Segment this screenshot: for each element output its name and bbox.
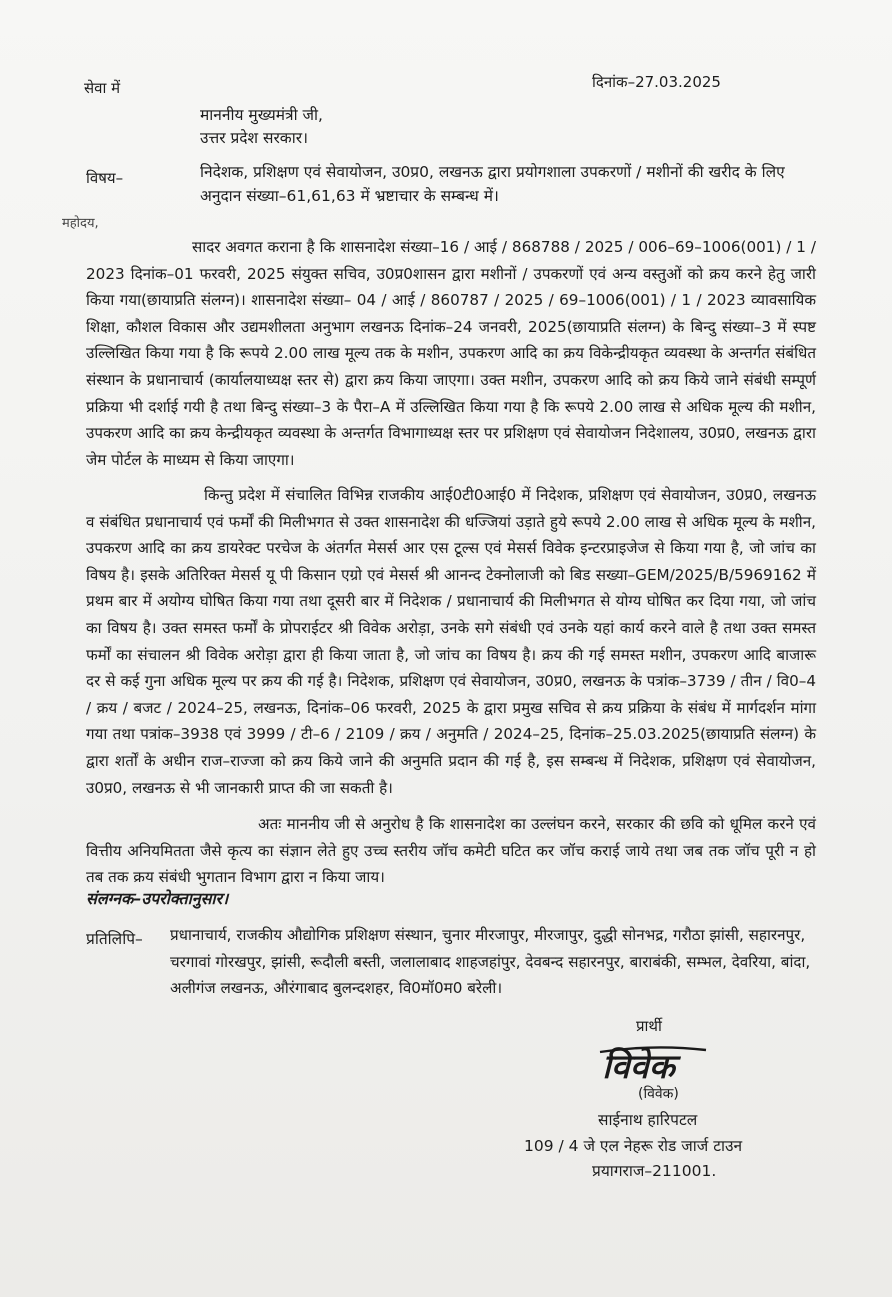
subject-label: विषय– — [86, 169, 124, 187]
signature-glyphs: विवेक — [602, 1047, 675, 1087]
handwritten-signature — [598, 1040, 708, 1090]
sender-name: साईनाथ हारिपटल — [598, 1111, 698, 1129]
salutation: महोदय, — [62, 216, 99, 231]
body-paragraph-2: किन्तु प्रदेश में संचालित विभिन्न राजकीय आई0टी0आई0 में निदेशक, प्रशिक्षण एवं सेवायोजन, उ0प्र0, लखनऊ व संबंधित प्रधानाचार्य एवं फर्मों की मिलीभगत से उक्त शासनादेश की धज्जियां उड़ाते हुये रूपये 2.00 लाख से अधिक मूल्य के मशीन, उपकरण आदि का क्रय डायरेक्ट परचेज के अंतर्गत मेसर्स आर एस टूल्स एवं मेसर्स विवेक इन्टरप्राइजेज से किया गया है, जो जांच का विषय है। इसके अतिरिक्त मेसर्स यू पी किसान एग्रो एवं मेसर्स श्री आनन्द टेक्नोलाजी को बिड सख्या–GEM/2025/B/5969162 में प्रथम बार में अयोग्य घोषित किया गया तथा दूसरी बार में निदेशक / प्रधानाचार्य की मिलीभगत से योग्य घोषित कर दिया गया, जो जांच का विषय है। उक्त समस्त फर्मों के प्रोपराईटर श्री विवेक अरोड़ा, उनके सगे संबंधी एवं उनके यहां कार्य करने वाले है तथा उक्त समस्त फर्मों का संचालन श्री विवेक अरोड़ा द्वारा ही किया जाता है, जो जांच का विषय है। क्रय की गई समस्त मशीन, उपकरण आदि बाजारू दर से कई गुना अधिक मूल्य पर क्रय की गई है। निदेशक, प्रशिक्षण एवं सेवायोजन, उ0प्र0, लखनऊ के पत्रांक–3739 / तीन / वि0–4 / क्रय / बजट / 2024–25, लखनऊ, दिनांक–06 फरवरी, 2025 के द्वारा प्रमुख सचिव से क्रय प्रक्रिया के संबंध में मार्गदर्शन मांगा गया तथा पत्रांक–3938 एवं 3999 / टी–6 / 2109 / क्रय / अनुमति / 2024–25, दिनांक–25.03.2025(छायाप्रति संलग्न) के द्वारा शर्तों के अधीन राज–राज्जा को क्रय किये जाने की अनुमति प्रदान की गई है, इस सम्बन्ध में निदेशक, प्रशिक्षण एवं सेवायोजन, उ0प्र0, लखनऊ से भी जानकारी प्राप्त की जा सकती है। — [86, 486, 816, 797]
sender-address-line-2: प्रयागराज–211001. — [592, 1162, 717, 1180]
signature-name: (विवेक) — [638, 1086, 679, 1102]
applicant-label: प्रार्थी — [636, 1017, 662, 1035]
body-paragraph-1: सादर अवगत कराना है कि शासनादेश संख्या–16 / आई / 868788 / 2025 / 006–69–1006(001) / 1 / 2023 दिनांक–01 फरवरी, 2025 संयुक्त सचिव, उ0प्र0शासन द्वारा मशीनों / उपकरणों एवं अन्य वस्तुओं को क्रय करने हेतु जारी किया गया(छायाप्रति संलग्न)। शासनादेश संख्या– 04 / आई / 860787 / 2025 / 69–1006(001) / 1 / 2023 व्यावसायिक शिक्षा, कौशल विकास और उद्यमशीलता अनुभाग लखनऊ दिनांक–24 जनवरी, 2025(छायाप्रति संलग्न) के बिन्दु संख्या–3 में स्पष्ट उल्लिखित किया गया है कि रूपये 2.00 लाख मूल्य तक के मशीन, उपकरण आदि का क्रय विकेन्द्रीयकृत व्यवस्था के अन्तर्गत संबंधित संस्थान के प्रधानाचार्य (कार्यालयाध्यक्ष स्तर से) द्वारा क्रय किया जाएगा। उक्त मशीन, उपकरण आदि को क्रय किये जाने संबंधी सम्पूर्ण प्रक्रिया भी दर्शाई गयी है तथा बिन्दु संख्या–3 के पैरा–A में उल्लिखित किया गया है कि रूपये 2.00 लाख से अधिक मूल्य की मशीन, उपकरण आदि का क्रय केन्द्रीयकृत व्यवस्था के अन्तर्गत विभागाध्यक्ष स्तर पर प्रशिक्षण एवं सेवायोजन निदेशालय, उ0प्र0, लखनऊ द्वारा जेम पोर्टल के माध्यम से किया जाएगा। — [86, 238, 816, 469]
enclosure-note: संलग्नक–उपरोक्तानुसार। — [86, 889, 229, 908]
copy-to-list: प्रधानाचार्य, राजकीय औद्योगिक प्रशिक्षण संस्थान, चुनार मीरजापुर, मीरजापुर, दुद्धी सोनभद्र, गरौठा झांसी, सहारनपुर, चरगावां गोरखपुर, झांसी, रूदौली बस्ती, जलालाबाद शाहजहांपुर, देवबन्द सहारनपुर, बाराबंकी, सम्भल, देवरिया, बांदा, अलीगंज लखनऊ, औरंगाबाद बुलन्दशहर, वि0मॉ0म0 बरेली। — [170, 926, 811, 997]
copy-to-label: प्रतिलिपि– — [86, 930, 143, 948]
body-paragraph-3: अतः माननीय जी से अनुरोध है कि शासनादेश का उल्लंघन करने, सरकार की छवि को धूमिल करने एवं वित्तीय अनियमितता जैसे कृत्य का संज्ञान लेते हुए उच्च स्तरीय जॉच कमेटी घटित कर जॉच कराई जाये तथा जब तक जॉच पूरी न हो तब तक क्रय संबंधी भुगतान विभाग द्वारा न किया जाय। — [86, 815, 816, 887]
subject-text: निदेशक, प्रशिक्षण एवं सेवायोजन, उ0प्र0, लखनऊ द्वारा प्रयोगशाला उपकरणों / मशीनों की खरीद के लिए अनुदान संख्या–61,61,63 में भ्रष्टाचार के सम्बन्ध में। — [200, 163, 785, 205]
addressee-line-2: उत्तर प्रदेश सरकार। — [200, 129, 308, 147]
addressee-line-1: माननीय मुख्यमंत्री जी, — [200, 106, 323, 124]
sender-address-line-1: 109 / 4 जे एल नेहरू रोड जार्ज टाउन — [524, 1137, 743, 1155]
letter-date: दिनांक–27.03.2025 — [592, 73, 721, 91]
seva-me-label: सेवा में — [84, 79, 121, 97]
